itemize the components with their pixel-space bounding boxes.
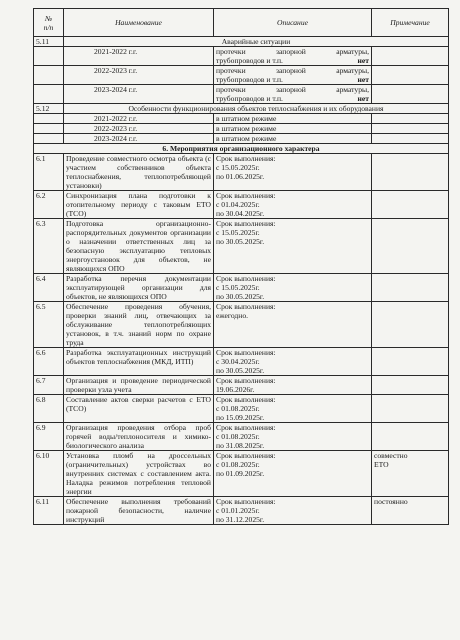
item-note bbox=[372, 423, 449, 451]
item-number: 6.7 bbox=[34, 376, 64, 395]
mode-cell: в штатном режиме bbox=[214, 114, 372, 124]
item-name: Обеспечение проведения обучения, проверки знаний лиц, отвечающих за обслуживание теплопотребляющих установок, в т.ч. знаний норм по охране труда bbox=[64, 302, 214, 348]
section-title: 6. Мероприятия организационного характера bbox=[34, 144, 449, 154]
row-number: 5.11 bbox=[34, 37, 64, 47]
table-row bbox=[34, 423, 449, 451]
item-name: Разработка эксплуатационных инструкций объектов теплоснабжения (МКД, ИТП) bbox=[64, 348, 214, 376]
item-number: 6.5 bbox=[34, 302, 64, 348]
section-6-title-row bbox=[34, 144, 449, 154]
table-row bbox=[34, 154, 449, 191]
item-note: совместно ЕТО bbox=[372, 451, 449, 497]
table-row bbox=[34, 395, 449, 423]
table-row bbox=[34, 191, 449, 219]
item-number: 6.4 bbox=[34, 274, 64, 302]
period-cell: 2022-2023 г.г. bbox=[64, 66, 214, 85]
item-deadline: Срок выполнения: с 01.08.2025г. по 01.09.2025г. bbox=[214, 451, 372, 497]
plan-table bbox=[33, 8, 449, 525]
header-desc: Описание bbox=[214, 9, 372, 37]
item-note bbox=[372, 219, 449, 274]
item-number: 6.8 bbox=[34, 395, 64, 423]
table-header bbox=[34, 9, 449, 37]
item-number: 6.3 bbox=[34, 219, 64, 274]
item-name: Составление актов сверки расчетов с ЕТО (ТСО) bbox=[64, 395, 214, 423]
item-deadline: Срок выполнения: ежегодно. bbox=[214, 302, 372, 348]
table-row bbox=[34, 302, 449, 348]
item-note bbox=[372, 376, 449, 395]
table-row bbox=[34, 66, 449, 85]
section-title: Аварийные ситуации bbox=[64, 37, 449, 47]
item-deadline: Срок выполнения: с 01.01.2025г. по 31.12.2025г. bbox=[214, 497, 372, 525]
item-name: Подготовка организационно-распорядительных документов организации о назначении ответственных лиц за безопасную эксплуатацию тепловых энергоустановок для объектов, не являющихся ОПО bbox=[64, 219, 214, 274]
item-name: Разработка перечня документации эксплуатирующей организации для объектов, не являющихся ОПО bbox=[64, 274, 214, 302]
table-row bbox=[34, 114, 449, 124]
table-row bbox=[34, 376, 449, 395]
item-number: 6.2 bbox=[34, 191, 64, 219]
item-name: Проведение совместного осмотра объекта (с участием собственников объекта теплоснабжения, теплопотребляющей установки) bbox=[64, 154, 214, 191]
period-cell: 2021-2022 г.г. bbox=[64, 47, 214, 66]
incident-desc: протечки запорной арматуры, трубопроводов и т.п. нет bbox=[214, 66, 372, 85]
table-row bbox=[34, 85, 449, 104]
item-note bbox=[372, 154, 449, 191]
item-name: Синхронизация плана подготовки к отопительному периоду с таковым ЕТО (ТСО) bbox=[64, 191, 214, 219]
section-title: Особенности функционирования объектов теплоснабжения и их оборудования bbox=[64, 104, 449, 114]
item-deadline: Срок выполнения: с 01.08.2025г. по 15.09.2025г. bbox=[214, 395, 372, 423]
item-number: 6.11 bbox=[34, 497, 64, 525]
header-name: Наименование bbox=[64, 9, 214, 37]
item-note bbox=[372, 302, 449, 348]
item-deadline: Срок выполнения: с 15.05.2025г. по 30.05.2025г. bbox=[214, 219, 372, 274]
item-deadline: Срок выполнения: с 01.04.2025г. по 30.04.2025г. bbox=[214, 191, 372, 219]
period-cell: 2022-2023 г.г. bbox=[64, 124, 214, 134]
item-name: Обеспечение выполнения требований пожарной безопасности, наличие инструкций bbox=[64, 497, 214, 525]
mode-cell: в штатном режиме bbox=[214, 124, 372, 134]
section-5-11-title-row bbox=[34, 37, 449, 47]
header-note: Примечание bbox=[372, 9, 449, 37]
item-number: 6.10 bbox=[34, 451, 64, 497]
table-row bbox=[34, 451, 449, 497]
item-deadline: Срок выполнения: 19.06.2026г. bbox=[214, 376, 372, 395]
header-num: № п/п bbox=[34, 9, 64, 37]
item-name: Организация проведения отбора проб горячей воды/теплоносителя и химико-биологического анализа bbox=[64, 423, 214, 451]
item-number: 6.1 bbox=[34, 154, 64, 191]
item-deadline: Срок выполнения: с 15.05.2025г. по 30.05.2025г. bbox=[214, 274, 372, 302]
item-name: Организация и проведение периодической проверки узла учета bbox=[64, 376, 214, 395]
incident-desc: протечки запорной арматуры, трубопроводов и т.п. нет bbox=[214, 85, 372, 104]
table-row bbox=[34, 47, 449, 66]
item-number: 6.6 bbox=[34, 348, 64, 376]
measures-list bbox=[34, 154, 449, 525]
table-row bbox=[34, 219, 449, 274]
period-cell: 2023-2024 г.г. bbox=[64, 134, 214, 144]
item-deadline: Срок выполнения: с 01.08.2025г. по 31.08.2025г. bbox=[214, 423, 372, 451]
period-cell: 2021-2022 г.г. bbox=[64, 114, 214, 124]
table-row bbox=[34, 497, 449, 525]
item-number: 6.9 bbox=[34, 423, 64, 451]
row-number: 5.12 bbox=[34, 104, 64, 114]
incident-desc: протечки запорной арматуры, трубопроводов и т.п. нет bbox=[214, 47, 372, 66]
item-note bbox=[372, 191, 449, 219]
table-row bbox=[34, 134, 449, 144]
section-5-12-title-row bbox=[34, 104, 449, 114]
item-name: Установка пломб на дроссельных (ограничительных) устройствах во внутренних системах с составлением акта. Наладка режимов потребления тепловой энергии bbox=[64, 451, 214, 497]
item-note bbox=[372, 348, 449, 376]
item-note bbox=[372, 274, 449, 302]
item-note: постоянно bbox=[372, 497, 449, 525]
table-row bbox=[34, 274, 449, 302]
item-deadline: Срок выполнения: с 30.04.2025г. по 30.05.2025г. bbox=[214, 348, 372, 376]
period-cell: 2023-2024 г.г. bbox=[64, 85, 214, 104]
item-note bbox=[372, 395, 449, 423]
item-deadline: Срок выполнения: с 15.05.2025г. по 01.06.2025г. bbox=[214, 154, 372, 191]
table-row bbox=[34, 348, 449, 376]
mode-cell: в штатном режиме bbox=[214, 134, 372, 144]
table-row bbox=[34, 124, 449, 134]
